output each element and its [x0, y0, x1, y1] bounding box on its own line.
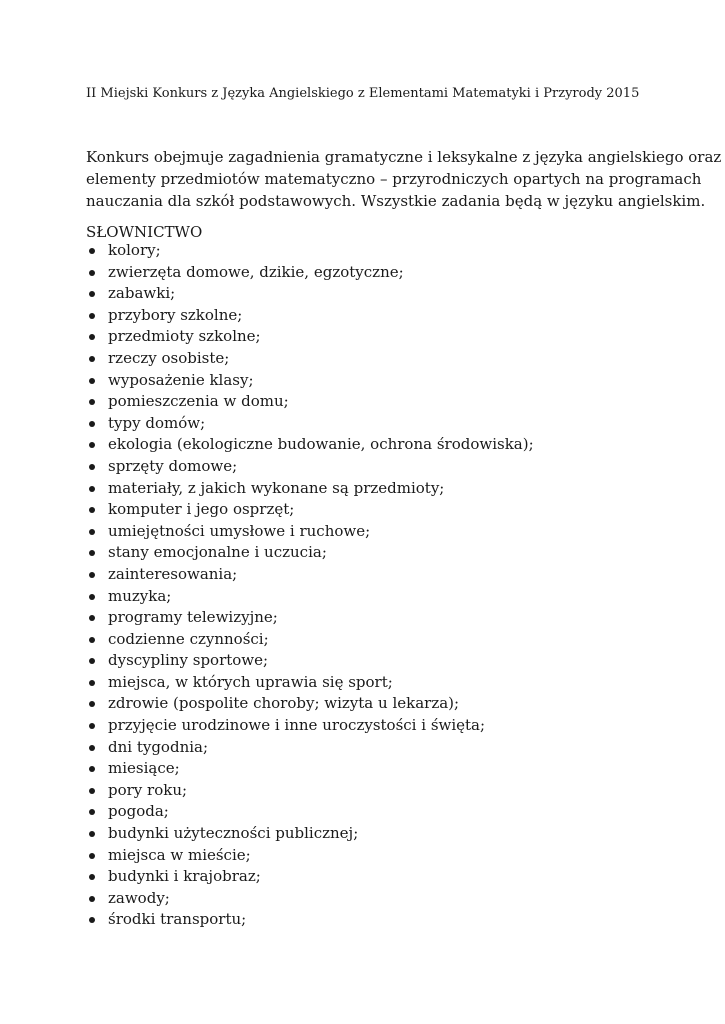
intro-paragraph — [86, 146, 722, 212]
list-item-label: kolory; — [108, 241, 161, 259]
list-item — [86, 715, 534, 737]
list-item — [86, 801, 534, 823]
bullet-icon — [89, 464, 95, 470]
list-item — [86, 478, 534, 500]
list-item-label: pogoda; — [108, 802, 169, 821]
bullet-icon — [89, 378, 95, 384]
list-item-label: rzeczy osobiste; — [108, 348, 230, 367]
list-item — [86, 866, 534, 888]
list-item-label: przedmioty szkolne; — [108, 327, 261, 346]
list-item — [86, 499, 534, 521]
bullet-icon — [89, 701, 95, 707]
list-item-label: budynki użyteczności publicznej; — [108, 824, 359, 843]
list-item-label: środki transportu; — [108, 910, 247, 929]
intro-line: nauczania dla szkół podstawowych. Wszystkie zadania będą w języku angielskim. — [86, 192, 706, 210]
bullet-icon — [89, 637, 95, 643]
list-item — [86, 650, 534, 672]
bullet-icon — [89, 658, 95, 664]
list-item — [86, 780, 534, 802]
list-item-label: miejsca, w których uprawia się sport; — [108, 672, 393, 691]
list-item — [86, 888, 534, 910]
list-item-label: stany emocjonalne i uczucia; — [108, 543, 327, 562]
section-heading: SŁOWNICTWO — [86, 223, 203, 241]
bullet-icon — [89, 831, 95, 837]
list-item — [86, 413, 534, 435]
bullet-icon — [89, 594, 95, 600]
bullet-icon — [89, 917, 95, 923]
bullet-icon — [89, 421, 95, 427]
list-item — [86, 326, 534, 348]
list-item — [86, 845, 534, 867]
bullet-icon — [89, 486, 95, 492]
list-item-label: zwierzęta domowe, dzikie, egzotyczne; — [108, 262, 404, 281]
list-item-label: programy telewizyjne; — [108, 608, 278, 627]
list-item-label: pomieszczenia w domu; — [108, 392, 289, 411]
list-item-label: miejsca w mieście; — [108, 845, 251, 864]
list-item — [86, 370, 534, 392]
list-item — [86, 434, 534, 456]
bullet-icon — [89, 896, 95, 902]
list-item — [86, 823, 534, 845]
bullet-icon — [89, 442, 95, 448]
bullet-icon — [89, 313, 95, 319]
bullet-icon — [89, 270, 95, 276]
bullet-icon — [89, 723, 95, 729]
bullet-icon — [89, 809, 95, 815]
list-item — [86, 672, 534, 694]
list-item — [86, 758, 534, 780]
list-item-label: zawody; — [108, 888, 170, 907]
list-item — [86, 305, 534, 327]
bullet-icon — [89, 291, 95, 297]
list-item-label: ekologia (ekologiczne budowanie, ochrona środowiska); — [108, 435, 534, 454]
list-item-label: pory roku; — [108, 780, 188, 799]
list-item-label: przybory szkolne; — [108, 305, 243, 324]
list-item-label: codzienne czynności; — [108, 629, 269, 648]
list-item — [86, 737, 534, 759]
list-item-label: przyjęcie urodzinowe i inne uroczystości i święta; — [108, 716, 486, 735]
list-item — [86, 586, 534, 608]
list-item — [86, 542, 534, 564]
vocabulary-list — [86, 240, 534, 931]
bullet-icon — [89, 788, 95, 794]
list-item-label: umiejętności umysłowe i ruchowe; — [108, 521, 371, 540]
list-item-label: budynki i krajobraz; — [108, 867, 261, 886]
bullet-icon — [89, 572, 95, 578]
list-item-label: zainteresowania; — [108, 564, 238, 583]
list-item-label: sprzęty domowe; — [108, 456, 238, 475]
list-item — [86, 283, 534, 305]
list-item — [86, 262, 534, 284]
bullet-icon — [89, 529, 95, 535]
list-item-label: komputer i jego osprzęt; — [108, 500, 295, 519]
list-item — [86, 693, 534, 715]
bullet-icon — [89, 356, 95, 362]
list-item-label: miesiące; — [108, 759, 180, 778]
list-item — [86, 629, 534, 651]
bullet-icon — [89, 399, 95, 405]
list-item — [86, 909, 534, 931]
bullet-icon — [89, 853, 95, 859]
list-item-label: dyscypliny sportowe; — [108, 651, 269, 670]
list-item-label: muzyka; — [108, 586, 172, 605]
list-item — [86, 456, 534, 478]
bullet-icon — [89, 550, 95, 556]
bullet-icon — [89, 248, 95, 254]
intro-line: Konkurs obejmuje zagadnienia gramatyczne i leksykalne z języka angielskiego oraz — [86, 148, 722, 166]
intro-line: elementy przedmiotów matematyczno – przyrodniczych opartych na programach — [86, 170, 702, 188]
document-title: II Miejski Konkurs z Języka Angielskiego z Elementami Matematyki i Przyrody 2015 — [86, 86, 640, 101]
list-item — [86, 391, 534, 413]
bullet-icon — [89, 680, 95, 686]
bullet-icon — [89, 874, 95, 880]
bullet-icon — [89, 745, 95, 751]
list-item-label: zabawki; — [108, 284, 176, 303]
bullet-icon — [89, 334, 95, 340]
list-item — [86, 348, 534, 370]
bullet-icon — [89, 615, 95, 621]
list-item-label: materiały, z jakich wykonane są przedmioty; — [108, 478, 445, 497]
list-item-label: typy domów; — [108, 413, 206, 432]
list-item-label: dni tygodnia; — [108, 737, 209, 756]
list-item — [86, 607, 534, 629]
list-item — [86, 521, 534, 543]
list-item — [86, 240, 534, 262]
list-item — [86, 564, 534, 586]
bullet-icon — [89, 766, 95, 772]
list-item-label: zdrowie (pospolite choroby; wizyta u lekarza); — [108, 694, 460, 713]
list-item-label: wyposażenie klasy; — [108, 370, 254, 389]
bullet-icon — [89, 507, 95, 513]
